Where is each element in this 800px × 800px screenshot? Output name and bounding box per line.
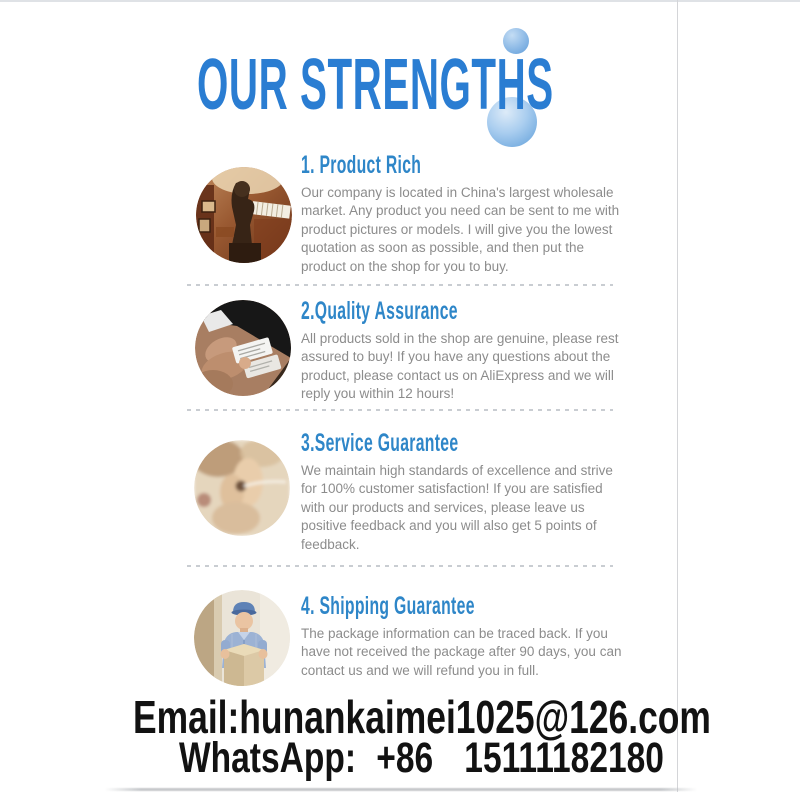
section-heading: 1. Product Rich xyxy=(301,151,422,179)
section-service-guarantee xyxy=(301,430,623,554)
section-body: The package information can be traced back. If you have not received the package after 90 days, you can contact us and we will refund you in full. xyxy=(301,626,622,678)
section-body: All products sold in the shop are genuine, please rest assured to buy! If you have any questions about the product, please contact us on AliExpress and we will reply you within 12 hours! xyxy=(301,331,619,402)
section-shipping-guarantee xyxy=(301,593,623,680)
quality-tags-photo xyxy=(195,300,291,396)
page-top-edge xyxy=(0,0,800,2)
dashed-divider xyxy=(187,284,613,286)
whatsapp-label: WhatsApp: xyxy=(179,734,356,782)
contact-whatsapp xyxy=(179,734,664,782)
whatsapp-country-code: +86 xyxy=(376,734,434,782)
dashed-divider xyxy=(187,565,613,567)
section-body: We maintain high standards of excellence and strive for 100% customer satisfaction! If you are satisfied with our products and services, please leave us positive feedback and you will also get 5 points of feedback. xyxy=(301,463,613,552)
workshop-photo xyxy=(196,167,292,263)
page-title: OUR STRENGTHS xyxy=(197,45,554,125)
page-bottom-shadow xyxy=(105,788,697,791)
section-product-rich xyxy=(301,152,623,276)
section-body: Our company is located in China's largest wholesale market. Any product you need can be sent to me with product pictures or models. I will give you the lowest quotation as soon as possible, and then put the product on the shop for you to buy. xyxy=(301,185,620,274)
section-quality-assurance xyxy=(301,298,623,404)
section-heading: 2.Quality Assurance xyxy=(301,297,458,325)
courier-photo xyxy=(194,590,290,686)
whatsapp-number: 15111182180 xyxy=(464,734,664,782)
service-hands-photo xyxy=(194,440,290,536)
section-heading: 4. Shipping Guarantee xyxy=(301,592,475,620)
page-right-edge xyxy=(677,0,678,792)
section-heading: 3.Service Guarantee xyxy=(301,429,459,457)
contact-email: Email:hunankaimei1025@126.com xyxy=(133,691,711,743)
dashed-divider xyxy=(187,409,613,411)
